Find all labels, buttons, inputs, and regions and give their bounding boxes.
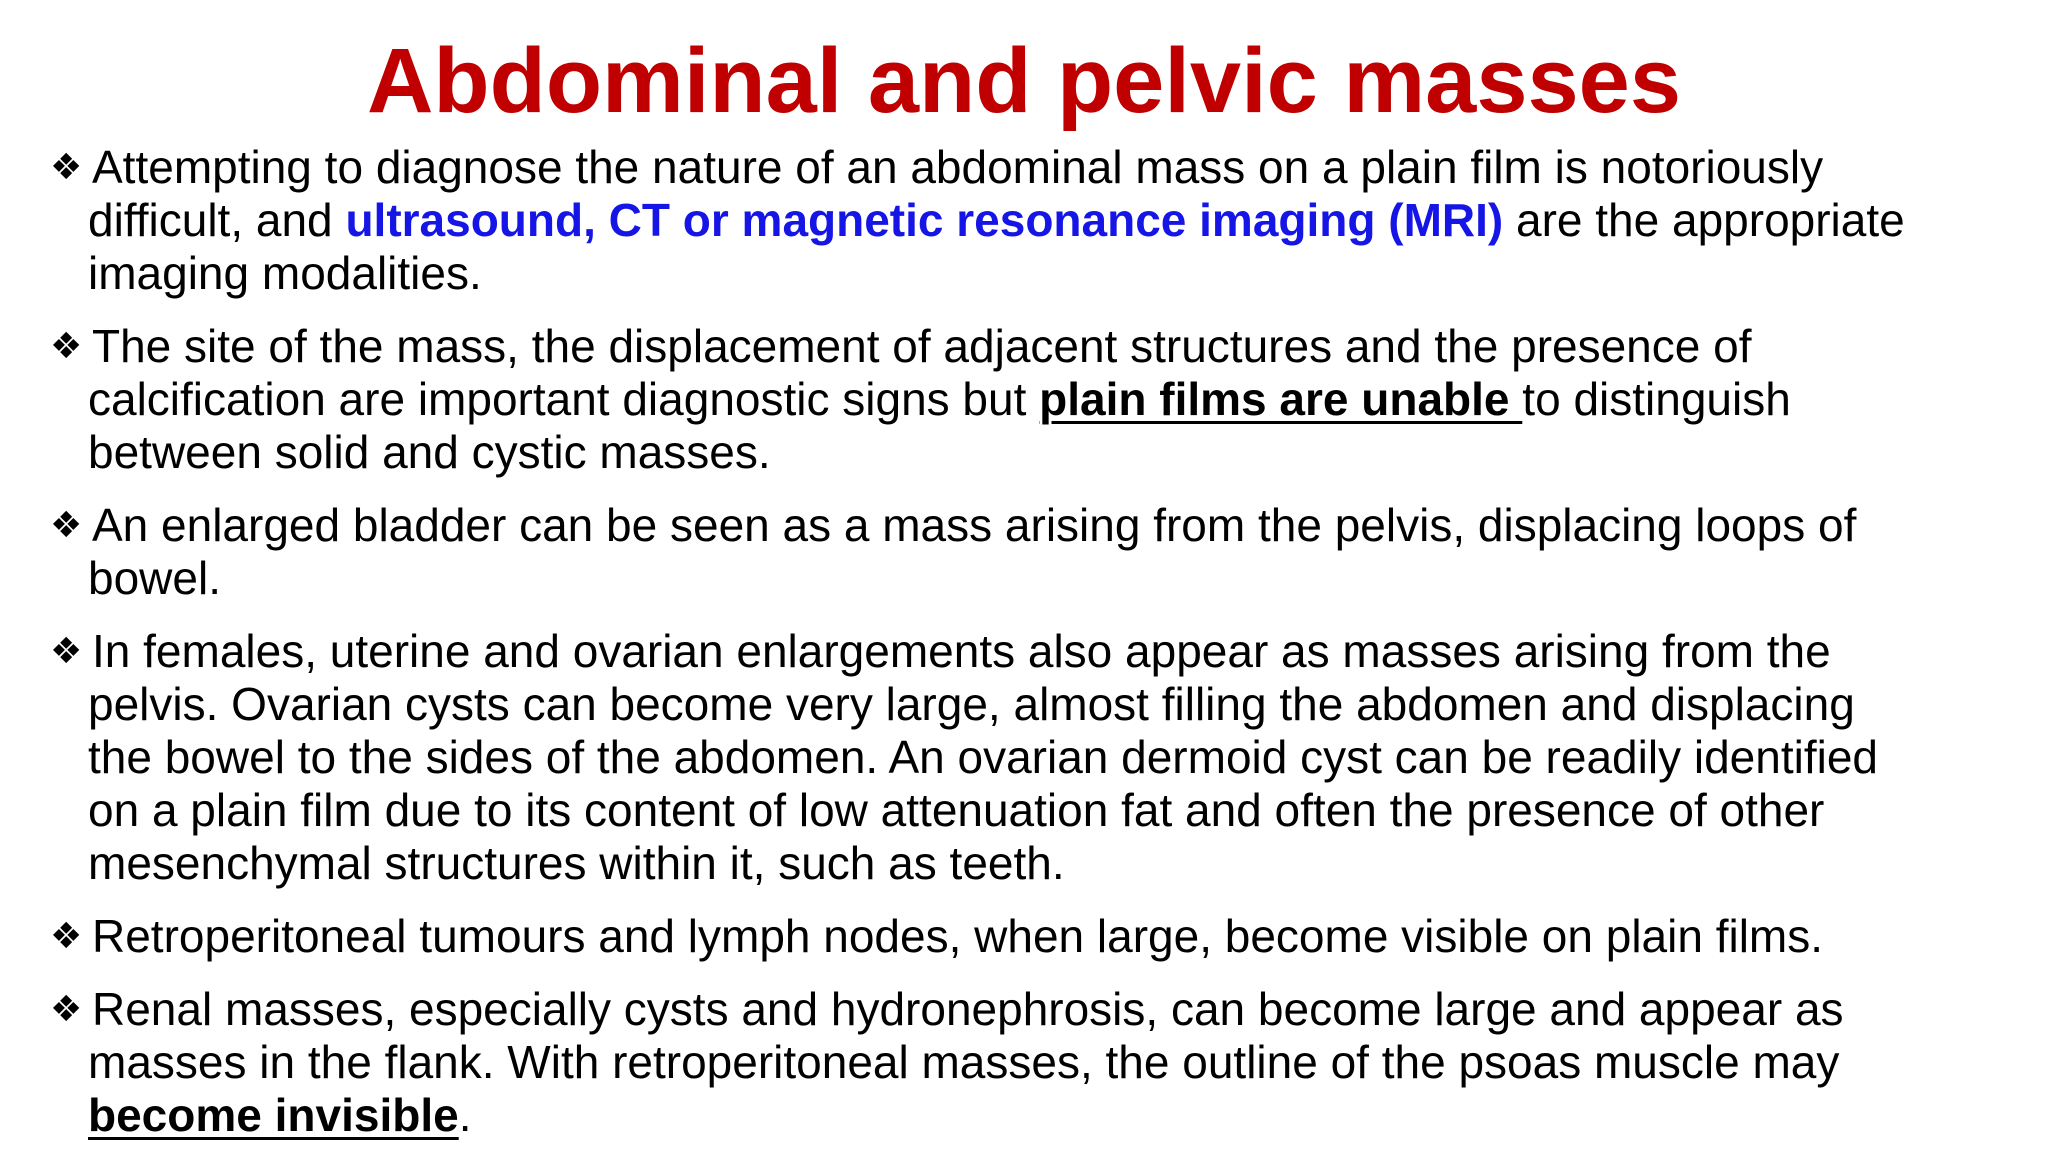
emphasized-text: plain films are unable <box>1039 373 1523 425</box>
bullet-text-line <box>88 194 2020 247</box>
bullet-text-segment: calcification are important diagnostic signs but <box>88 373 1040 425</box>
bullet-text-segment: . <box>458 1089 472 1141</box>
bullet-item-imaging-modalities <box>50 141 2020 300</box>
bullet-text-segment: difficult, and <box>88 194 346 246</box>
bullet-text-line: masses in the flank. With retroperitoneal masses, the outline of the psoas muscle may <box>88 1036 1840 1088</box>
bullet-list <box>50 141 2020 1162</box>
bullet-text-line: Retroperitoneal tumours and lymph nodes, when large, become visible on plain films. <box>92 910 1824 962</box>
bullet-text-line: mesenchymal structures within it, such as teeth. <box>88 837 1065 889</box>
bullet-text-segment: to distinguish <box>1522 373 1791 425</box>
diamond-bullet-icon: ❖ <box>50 505 83 546</box>
bullet-text-line <box>88 373 2020 426</box>
bullet-text-line: the bowel to the sides of the abdomen. An ovarian dermoid cyst can be readily identified <box>88 731 1878 783</box>
bullet-item-renal-masses <box>50 983 2020 1142</box>
emphasized-text: become invisible <box>88 1089 459 1141</box>
bullet-text-segment: are the appropriate <box>1503 194 1905 246</box>
bullet-item-retroperitoneal-tumours <box>50 910 2020 963</box>
bullet-text-line: between solid and cystic masses. <box>88 426 771 478</box>
bullet-text-line: pelvis. Ovarian cysts can become very large, almost filling the abdomen and displacing <box>88 678 1855 730</box>
bullet-text-line: Attempting to diagnose the nature of an abdominal mass on a plain film is notoriously <box>92 141 1824 193</box>
bullet-text-line: on a plain film due to its content of low attenuation fat and often the presence of other <box>88 784 1825 836</box>
bullet-item-enlarged-bladder <box>50 499 2020 605</box>
bullet-text-line <box>88 1089 2020 1142</box>
diamond-bullet-icon: ❖ <box>50 631 83 672</box>
bullet-text-line: bowel. <box>88 552 221 604</box>
bullet-item-females <box>50 625 2020 890</box>
bullet-text-line: An enlarged bladder can be seen as a mass arising from the pelvis, displacing loops of <box>92 499 1857 551</box>
diamond-bullet-icon: ❖ <box>50 916 83 957</box>
diamond-bullet-icon: ❖ <box>50 989 83 1030</box>
highlighted-text: ultrasound, CT or magnetic resonance imaging (MRI) <box>345 194 1504 246</box>
diamond-bullet-icon: ❖ <box>50 147 83 188</box>
bullet-text-line: In females, uterine and ovarian enlargements also appear as masses arising from the <box>92 625 1831 677</box>
bullet-text-line: imaging modalities. <box>88 247 482 299</box>
bullet-item-site-of-mass <box>50 320 2020 479</box>
bullet-text-line: Renal masses, especially cysts and hydronephrosis, can become large and appear as <box>92 983 1844 1035</box>
slide-title: Abdominal and pelvic masses <box>366 30 1681 132</box>
bullet-text-line: The site of the mass, the displacement of adjacent structures and the presence of <box>92 320 1752 372</box>
diamond-bullet-icon: ❖ <box>50 326 83 367</box>
